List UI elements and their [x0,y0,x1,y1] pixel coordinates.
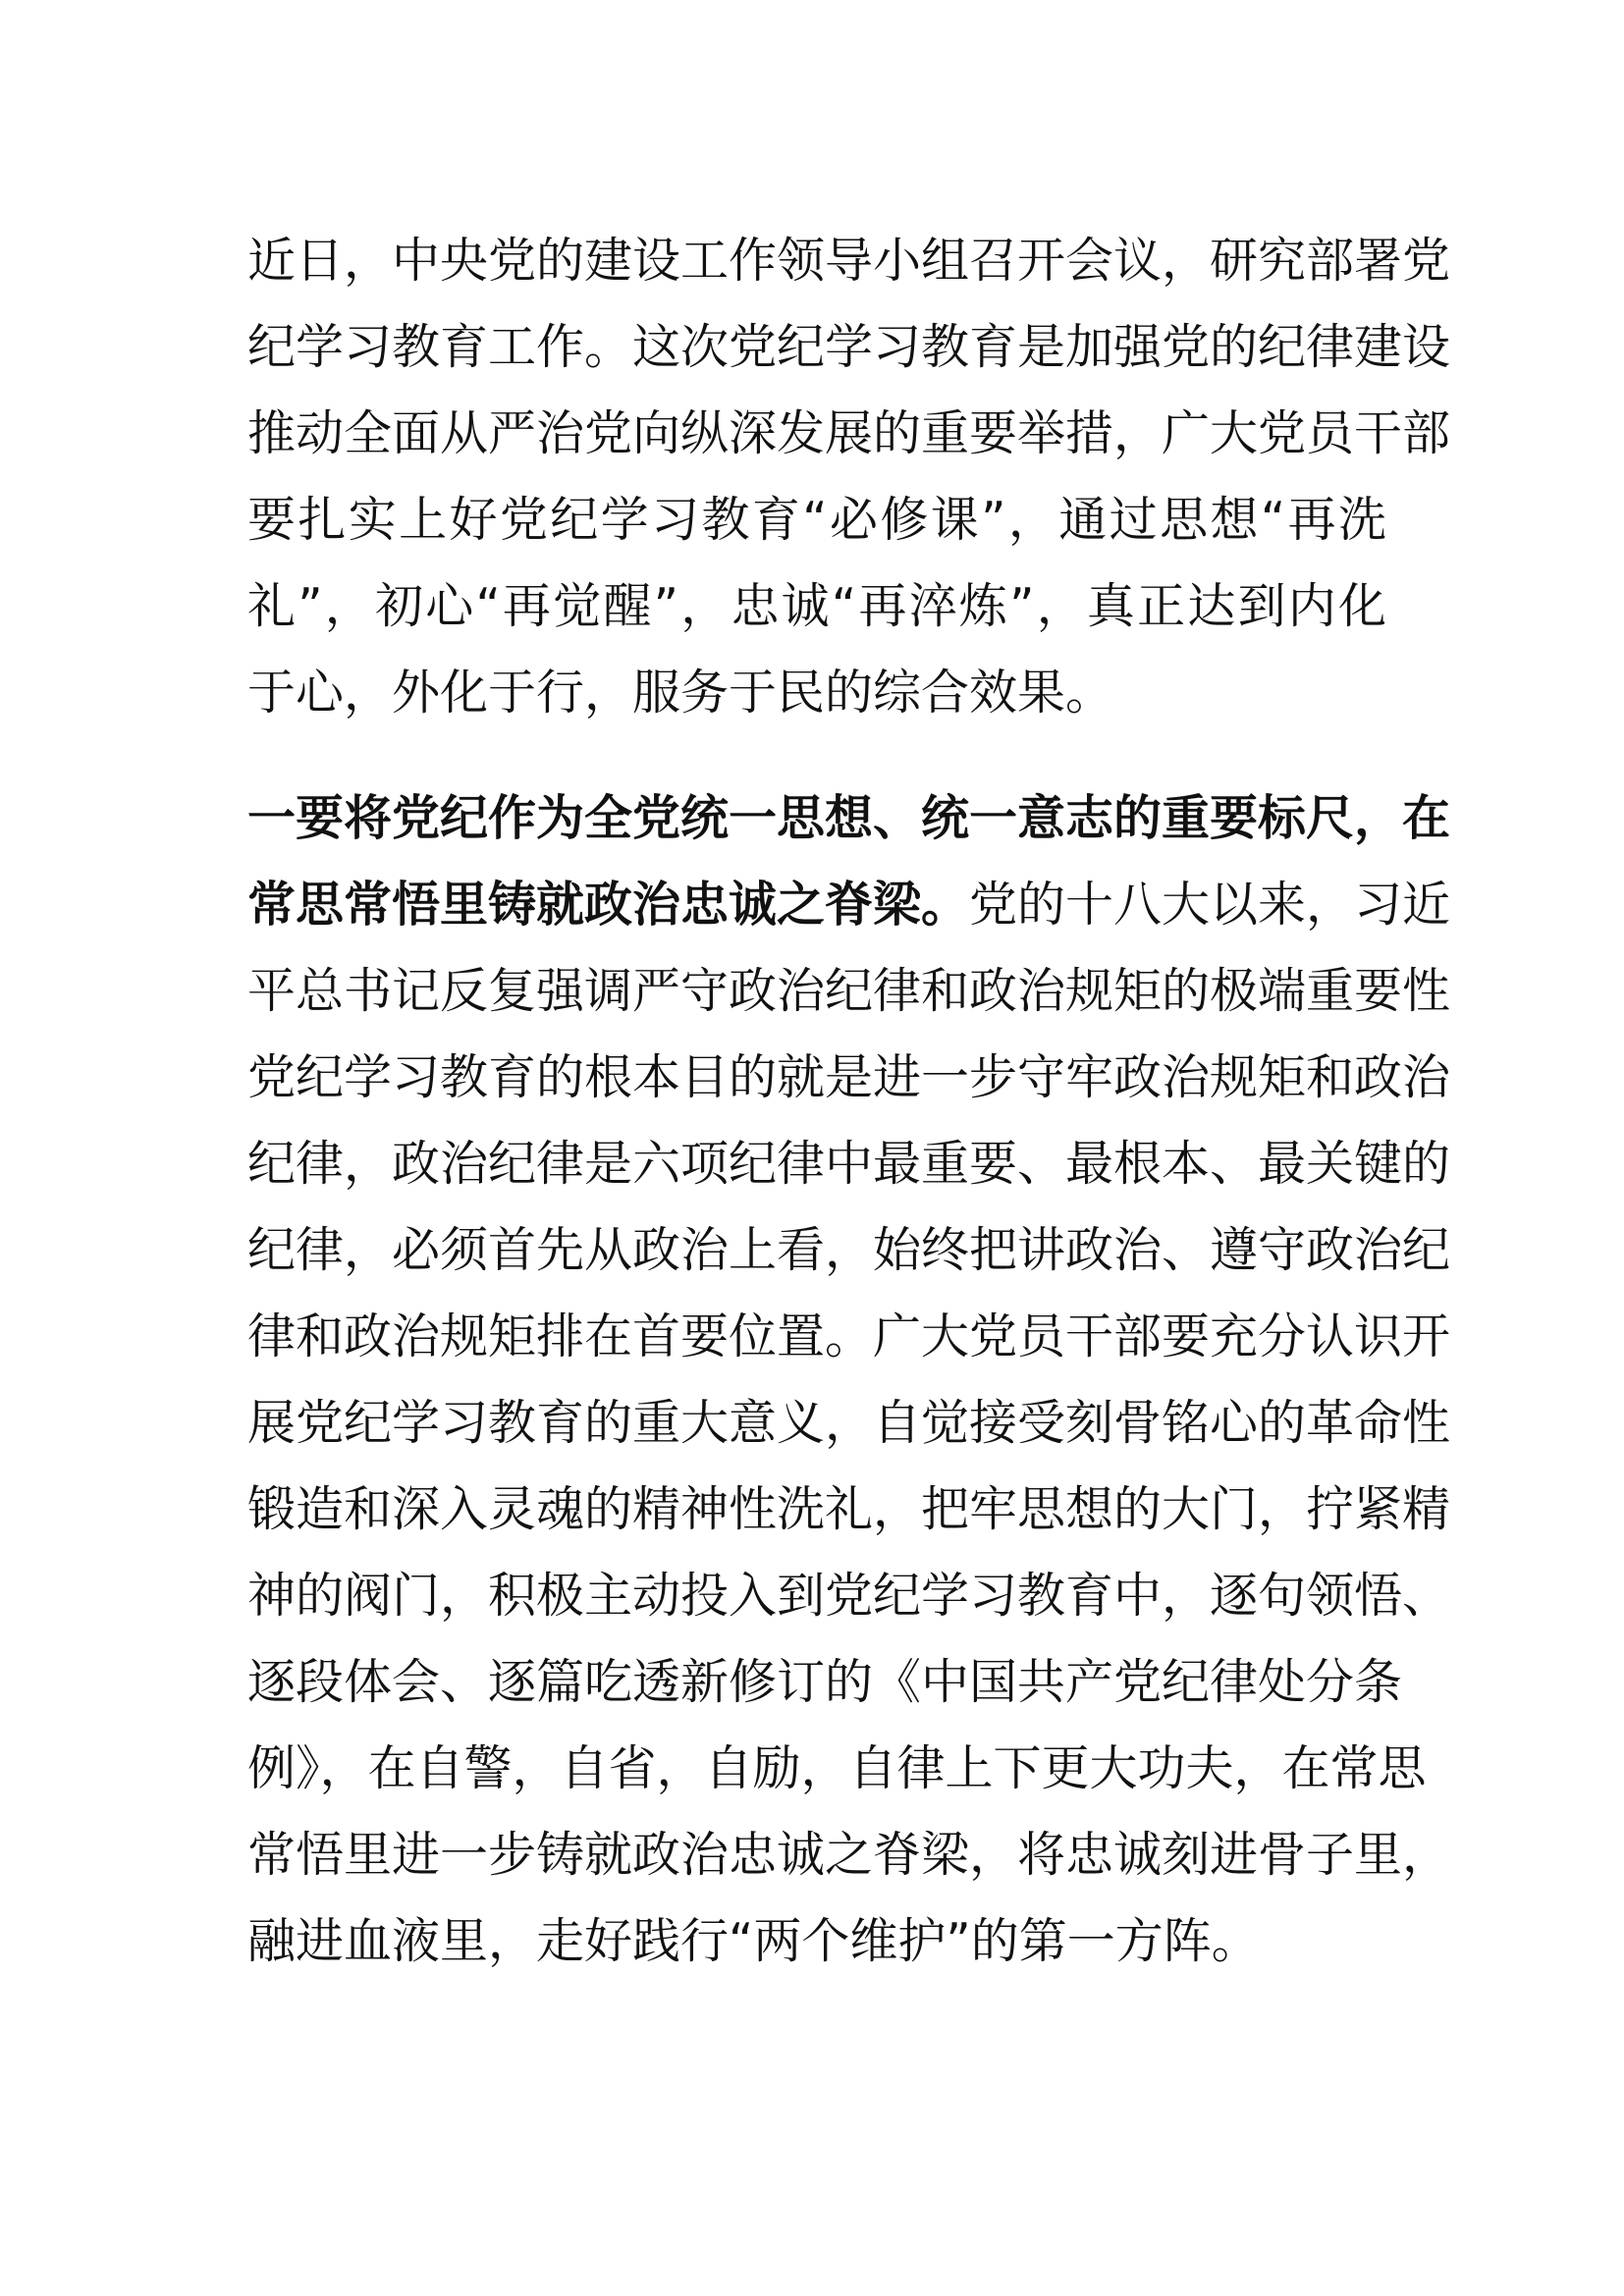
paragraph-line: 纪律，政治纪律是六项纪律中最重要、最根本、最关键的 [247,1136,1451,1192]
paragraph-line: 党纪学习教育的根本目的就是进一步守牢政治规矩和政治 [247,1049,1451,1105]
paragraph-line: 例》，在自警，自省，自励，自律上下更大功夫，在常思 [247,1740,1427,1796]
paragraph-line: 于心，外化于行，服务于民的综合效果。 [247,665,1114,721]
section-heading-line: 一要将党纪作为全党统一思想、统一意志的重要标尺，在 [247,790,1451,846]
paragraph-line: 展党纪学习教育的重大意义，自觉接受刻骨铭心的革命性 [247,1395,1451,1451]
section-heading-tail: 常思常悟里铸就政治忠诚之脊梁。 [247,877,970,933]
paragraph-line: 逐段体会、逐篇吃透新修订的《中国共产党纪律处分条 [247,1654,1403,1710]
paragraph-line: 纪学习教育工作。这次党纪学习教育是加强党的纪律建设 [247,319,1451,375]
paragraph-line: 近日，中央党的建设工作领导小组召开会议，研究部署党 [247,233,1451,289]
paragraph-line: 锻造和深入灵魂的精神性洗礼，把牢思想的大门，拧紧精 [247,1481,1451,1537]
paragraph-line: 神的阀门，积极主动投入到党纪学习教育中，逐句领悟、 [247,1568,1451,1624]
paragraph-line: 融进血液里，走好践行“两个维护”的第一方阵。 [247,1913,1260,1969]
paragraph-intro [247,218,1451,736]
paragraph-line: 推动全面从严治党向纵深发展的重要举措，广大党员干部 [247,405,1451,461]
paragraph-line: 平总书记反复强调严守政治纪律和政治规矩的极端重要性 [247,963,1451,1019]
paragraph-line: 常悟里进一步铸就政治忠诚之脊梁，将忠诚刻进骨子里， [247,1827,1451,1883]
paragraph-line: 律和政治规矩排在首要位置。广大党员干部要充分认识开 [247,1308,1451,1364]
paragraph-line: 纪律，必须首先从政治上看，始终把讲政治、遵守政治纪 [247,1222,1451,1278]
paragraph-line-mixed [247,862,1451,948]
paragraph-line-text: 党的十八大以来，习近 [969,877,1451,933]
paragraph-line: 要扎实上好党纪学习教育“必修课”，通过思想“再洗 [247,492,1386,548]
paragraph-section-one [247,775,1451,1985]
paragraph-line: 礼”，初心“再觉醒”，忠诚“再淬炼”，真正达到内化 [247,578,1386,634]
